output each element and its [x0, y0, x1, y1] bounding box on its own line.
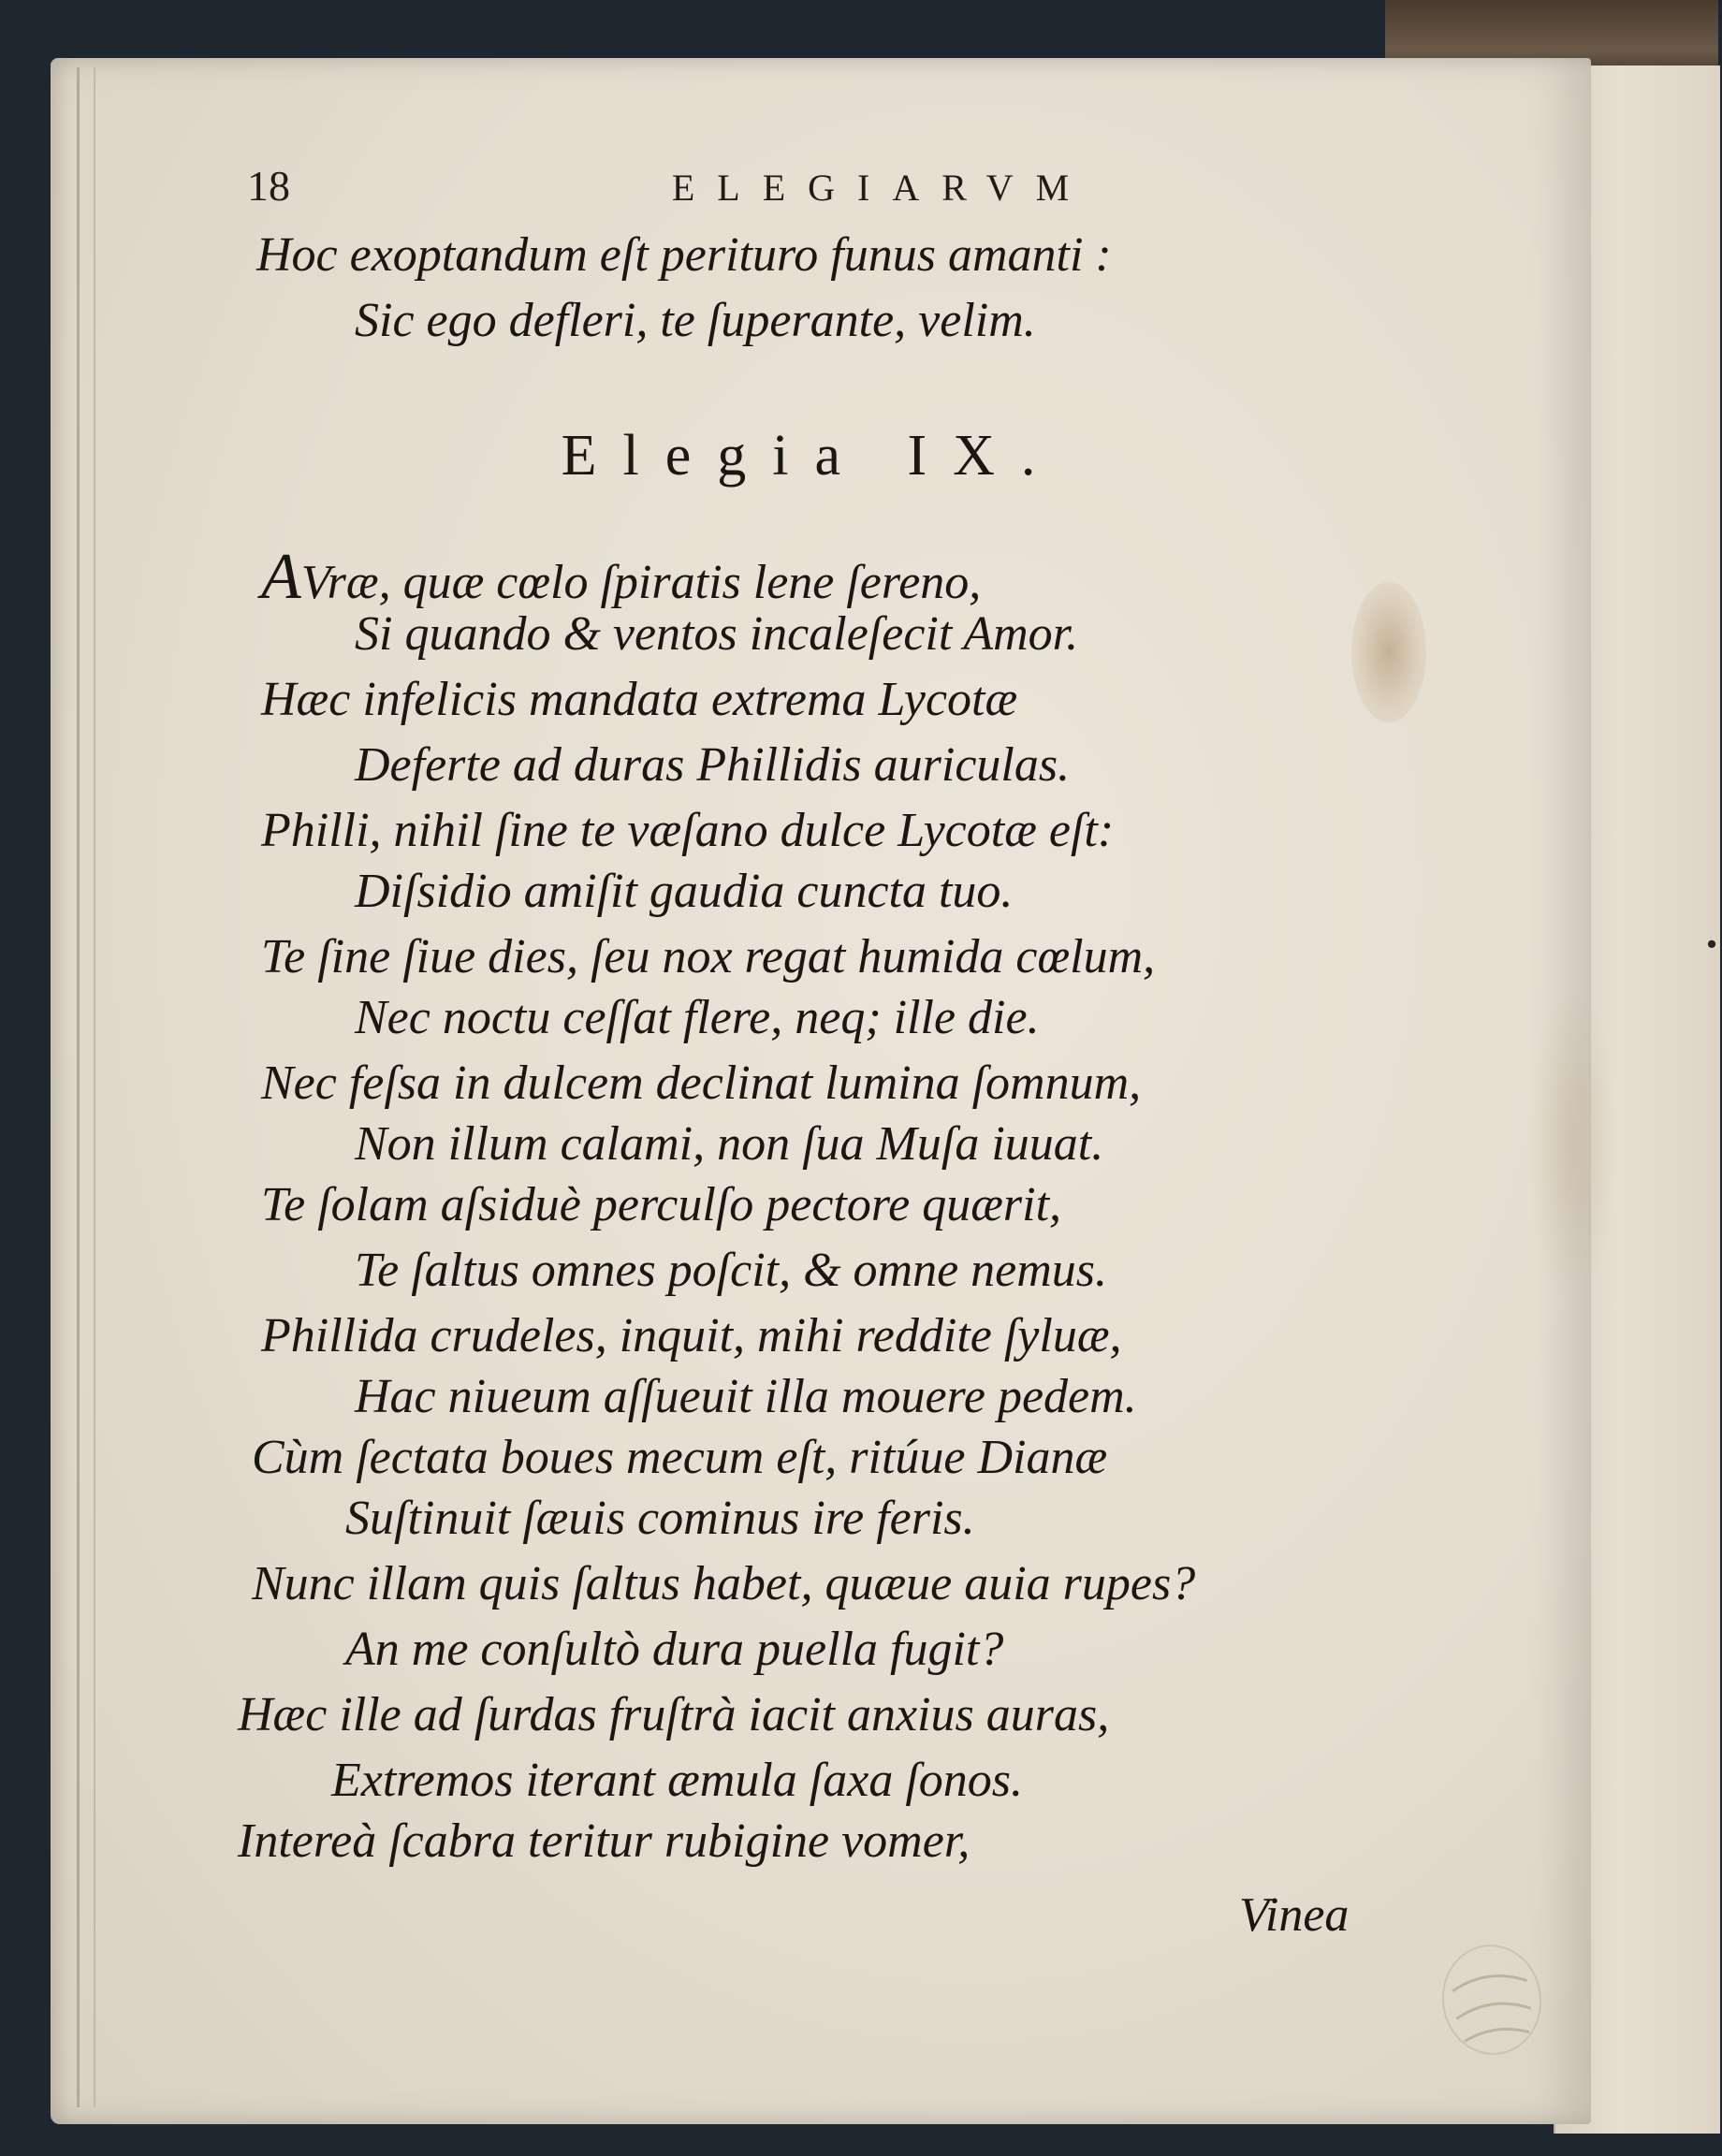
- page-binding-line: [94, 67, 95, 2107]
- library-stamp: [1428, 1931, 1556, 2067]
- page-number: 18: [247, 162, 290, 210]
- poem-line-21: Intereà ſcabra teritur rubigine vomer,: [238, 1814, 970, 1868]
- poem-line-19: Hæc ille ad ſurdas fruſtrà iacit anxius auras,: [238, 1688, 1110, 1741]
- poem-line-13: Phillida crudeles, inquit, mihi reddite ſyluæ,: [261, 1309, 1122, 1362]
- poem-line-4: Deferte ad duras Phillidis auriculas.: [355, 738, 1071, 792]
- poem-line-1-text: Vræ, quæ cœlo ſpiratis lene ſereno,: [300, 556, 982, 609]
- paper-stain: [1351, 582, 1426, 722]
- poem-line-15: Cùm ſectata boues mecum eſt, ritúue Dianæ: [252, 1431, 1108, 1484]
- poem-line-18: An me conſultò dura puella fugit?: [345, 1623, 1004, 1676]
- poem-line-5: Philli, nihil ſine te væſano dulce Lycotæ eſt:: [261, 804, 1115, 857]
- poem-line-1: [261, 541, 982, 613]
- poem-line-6: Diſsidio amiſit gaudia cuncta tuo.: [355, 865, 1014, 918]
- poem-line-7: Te ſine ſiue dies, ſeu nox regat humida cœlum,: [261, 930, 1156, 983]
- poem-line-8: Nec noctu ceſſat flere, neq; ille die.: [355, 991, 1040, 1044]
- paper-stain: [1529, 994, 1613, 1293]
- book-page: [51, 58, 1591, 2124]
- page-binding-line: [77, 67, 80, 2107]
- opening-line-1: Hoc exoptandum eſt perituro funus amanti :: [256, 228, 1112, 282]
- poem-line-17: Nunc illam quis ſaltus habet, quæue auia rupes?: [252, 1557, 1196, 1610]
- ghost-letter: .: [1705, 890, 1722, 962]
- poem-line-16: Suſtinuit ſæuis cominus ire feris.: [345, 1492, 975, 1545]
- poem-line-14: Hac niueum aſſueuit illa mouere pedem.: [355, 1370, 1137, 1423]
- poem-line-10: Non illum calami, non ſua Muſa iuuat.: [355, 1117, 1104, 1171]
- poem-line-3: Hæc infelicis mandata extrema Lycotæ: [261, 673, 1018, 726]
- catchword: Vinea: [1239, 1888, 1350, 1942]
- poem-line-2: Si quando & ventos incaleſecit Amor.: [355, 607, 1079, 661]
- running-head: ELEGIARVM: [671, 167, 1092, 209]
- poem-line-12: Te ſaltus omnes poſcit, & omne nemus.: [355, 1244, 1108, 1297]
- section-title: Elegia IX.: [561, 424, 1062, 488]
- poem-line-11: Te ſolam aſsiduè perculſo pectore quærit,: [261, 1178, 1062, 1231]
- opening-line-2: Sic ego defleri, te ſuperante, velim.: [355, 294, 1036, 347]
- poem-line-20: Extremos iterant æmula ſaxa ſonos.: [331, 1754, 1024, 1807]
- drop-initial: A: [261, 541, 301, 613]
- poem-line-9: Nec feſsa in dulcem declinat lumina ſomnum,: [261, 1056, 1142, 1110]
